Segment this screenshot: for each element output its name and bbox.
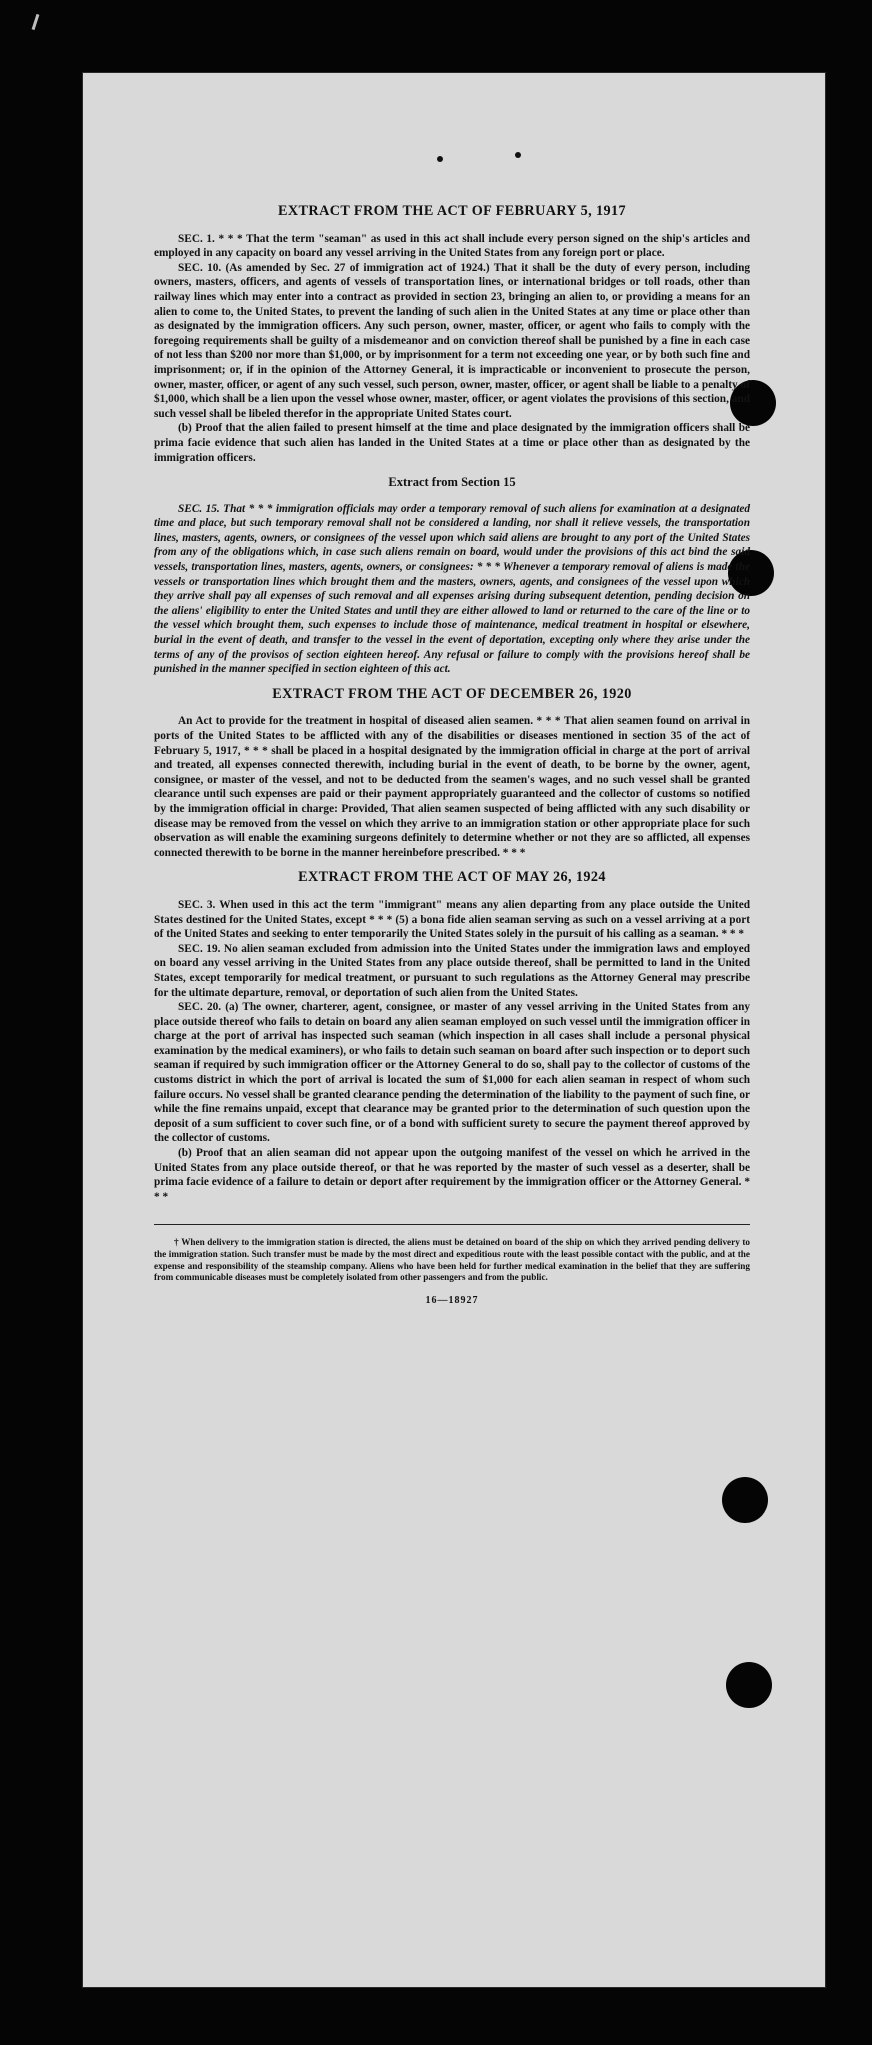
paragraph-sec-15: SEC. 15. That * * * immigration officials may order a temporary removal of such aliens for examination at a designated time and place, but such temporary removal shall not be considered a landing, nor shall it relieve vessels, the transportation lines, masters, agents, owners, or consignees of the vessel upon which said aliens are brought to any port of the United States from any of the obligations which, in case such aliens remain on board, would under the provisions of this act bind the said vessels, transportation lines, masters, agents, owners, or consignees: * * * Whenever a temporary removal of aliens is made the vessels or transportation lines which brought them and the masters, owners, agents, and consignees of the vessel upon which they arrive shall pay all expenses of such removal and all expenses arising during subsequent detention, pending decision on the aliens' eligibility to enter the United States and until they are either allowed to land or returned to the care of the line or to the vessel which brought them, such expenses to include those of maintenance, medical treatment in hospital or elsewhere, burial in the event of death, and transfer to the vessel in the event of deportation, excepting only where they arise under the terms of any of the provisos of section eighteen hereof. Any refusal or failure to comply with the provisions hereof shall be punished in the manner specified in section eighteen of this act.	[154, 502, 750, 676]
footnote: † When delivery to the immigration station is directed, the aliens must be detained on board of the ship on which they arrived pending delivery to the immigration station. Such transfer must be made by the most direct and expeditious route with the least possible contact with the public, and at the expense and responsibility of the steamship company. Aliens who have been held for further medical examination in the belief that they are suffering from communicable diseases must be completely isolated from other passengers and from the public.	[154, 1237, 750, 1283]
speck-top-2	[437, 156, 443, 162]
scan-mark	[32, 14, 40, 30]
paragraph-sec-10b: (b) Proof that the alien failed to present himself at the time and place designated by the immigration officers shall be prima facie evidence that such alien has landed in the United States at a time or place other than as designated by the immigration officers.	[154, 422, 750, 464]
heading-act-dec-1920: EXTRACT FROM THE ACT OF DECEMBER 26, 1920	[272, 685, 632, 702]
paragraph-sec-10: SEC. 10. (As amended by Sec. 27 of immigration act of 1924.) That it shall be the duty of every person, including owners, masters, officers, and agents of vessels of transportation lines, or international bridges or toll roads, other than railway lines which may enter into a contract as provided in section 23, bringing an alien to, or providing a means for an alien to come to, the United States, to prevent the landing of such alien in the United States at any time or place other than as designated by the immigration officers. Any such person, owner, master, officer, or agent who fails to comply with the foregoing requirements shall be guilty of a misdemeanor and on conviction thereof shall be punished by a fine in each case of not less than $200 nor more than $1,000, or by imprisonment for a term not exceeding one year, or by both such fine and imprisonment; or, if in the opinion of the Attorney General, it is impracticable or inconvenient to prosecute the person, owner, master, officer, or agent of any such vessel, such person, owner, master, officer, or agent shall be liable to a penalty of $1,000, which shall be a lien upon the vessel whose owner, master, officer, or agent violates the provisions of this section, and such vessel shall be libeled therefor in the appropriate United States court.	[154, 261, 750, 420]
punch-hole-4	[726, 1662, 772, 1708]
paragraph-sec-19: SEC. 19. No alien seaman excluded from admission into the United States under the immigration laws and employed on board any vessel arriving in the United States from any place outside thereof, shall be permitted to land in the United States, except temporarily for medical treatment, or pursuant to such regulations as the Attorney General may prescribe for the ultimate departure, removal, or deportation of such alien from the United States.	[154, 942, 750, 999]
speck-top-1	[515, 152, 521, 158]
print-code: 16—18927	[425, 1294, 479, 1306]
heading-extract-section-15: Extract from Section 15	[388, 475, 516, 490]
paragraph-sec-20a: SEC. 20. (a) The owner, charterer, agent, consignee, or master of any vessel arriving in the United States from any place outside thereof who fails to detain on board any alien seaman employed on such vessel until the immigration officer in charge at the port of arrival has inspected such seaman (which inspection in all cases shall include a personal physical examination by the medical examiners), or who fails to detain such seaman on board after such inspection or to deport such seaman if required by such immigration officer or the Attorney General to do so, shall pay to the collector of customs of the customs district in which the port of arrival is located the sum of $1,000 for each alien seaman in respect of whom such failure occurs. No vessel shall be granted clearance pending the determination of the liability to the payment of such fine, or while the fine remains unpaid, except that clearance may be granted prior to the determination of such question upon the deposit of a sum sufficient to cover such fine, or of a bond with sufficient surety to secure the payment thereof approved by the collector of customs.	[154, 1001, 750, 1145]
paragraph-sec-1: SEC. 1. * * * That the term "seaman" as used in this act shall include every person signed on the ship's articles and employed in any capacity on board any vessel arriving in the United States from any foreign port or place.	[154, 232, 750, 260]
document-page	[82, 72, 826, 1988]
punch-hole-3	[722, 1477, 768, 1523]
heading-act-feb-1917: EXTRACT FROM THE ACT OF FEBRUARY 5, 1917	[278, 203, 626, 219]
paragraph-act-1920: An Act to provide for the treatment in hospital of diseased alien seamen. * * * That alien seamen found on arrival in ports of the United States to be afflicted with any of the disabilities or diseases mentioned in section 35 of the act of February 5, 1917, * * * shall be placed in a hospital designated by the immigration official in charge at the port of arrival and treated, all expenses connected therewith, including burial in the event of death, to be borne by the owner, agent, consignee, or master of the vessel, and not to be deducted from the seamen's wages, and no such vessel shall be granted clearance until such expenses are paid or their payment appropriately guaranteed and the collector of customs so notified by the immigration official in charge: Provided, That alien seamen suspected of being afflicted with any such disability or disease may be removed from the vessel on which they arrive to an immigration station or other appropriate place for such observation as will enable the examining surgeons definitely to determine whether or not they are so afflicted, all expenses connected therewith to be borne in the manner hereinbefore prescribed. * * *	[154, 715, 750, 859]
footnote-divider	[154, 1224, 750, 1225]
document-body	[154, 204, 750, 1308]
paragraph-sec-20b: (b) Proof that an alien seaman did not appear upon the outgoing manifest of the vessel on which he arrived in the United States from any place outside thereof, or that he was reported by the master of such vessel as a deserter, shall be prima facie evidence of a failure to detain or deport after requirement by the immigration officer or the Attorney General. * * *	[154, 1147, 750, 1203]
heading-act-may-1924: EXTRACT FROM THE ACT OF MAY 26, 1924	[298, 869, 606, 886]
paragraph-sec-3: SEC. 3. When used in this act the term "immigrant" means any alien departing from any place outside the United States destined for the United States, except * * * (5) a bona fide alien seaman serving as such on a vessel arriving at a port of the United States and seeking to enter temporarily the United States solely in the pursuit of his calling as a seaman. * * *	[154, 898, 750, 941]
